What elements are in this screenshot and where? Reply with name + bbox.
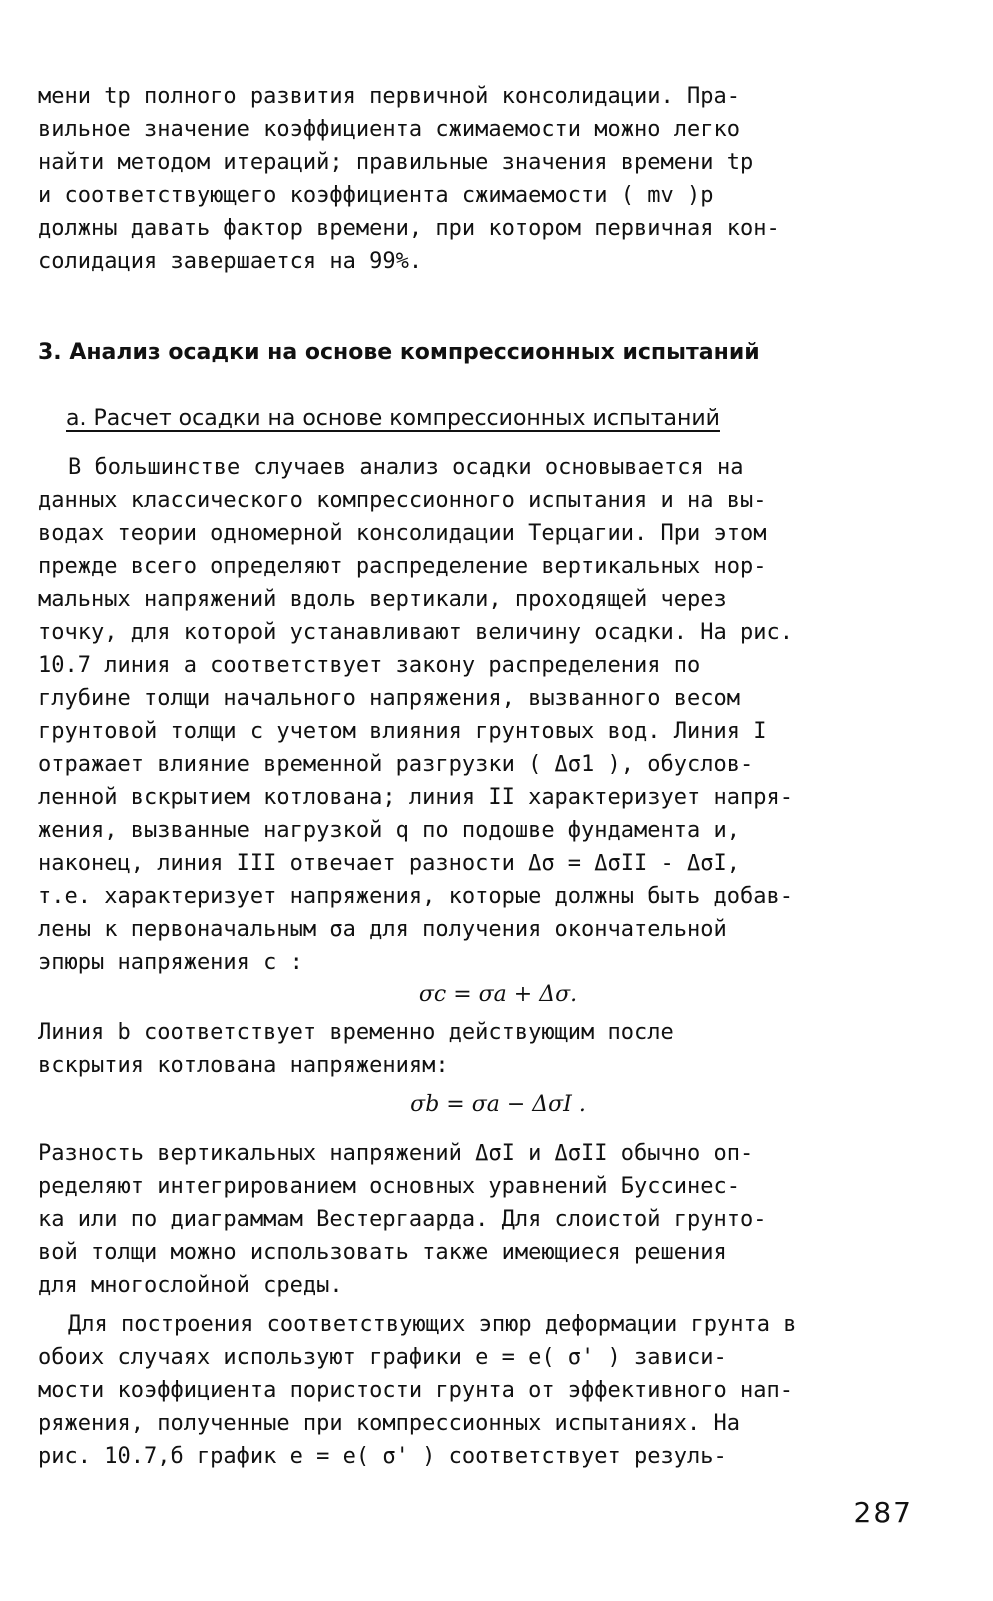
text-line: грунтовой толщи с учетом влияния грунтовых вод. Линия I — [38, 719, 767, 744]
text-line: солидация завершается на 99%. — [38, 249, 423, 274]
text-line: ленной вскрытием котлована; линия II характеризует напря- — [38, 785, 793, 810]
text-line: вскрытия котлована напряжениям: — [38, 1053, 449, 1078]
section-heading: 3. Анализ осадки на основе компрессионных испытаний — [38, 340, 760, 365]
text-line: глубине толщи начального напряжения, вызванного весом — [38, 686, 740, 711]
text-line: Линия b соответствует временно действующим после — [38, 1020, 674, 1045]
text-line: вой толщи можно использовать также имеющиеся решения — [38, 1240, 727, 1265]
text-line: точку, для которой устанавливают величину осадки. На рис. — [38, 620, 793, 645]
text-line: 10.7 линия a соответствует закону распределения по — [38, 653, 701, 678]
page-number: 287 — [853, 1496, 913, 1529]
text-line: ряжения, полученные при компрессионных испытаниях. На — [38, 1411, 740, 1436]
text-line: мальных напряжений вдоль вертикали, проходящей через — [38, 587, 727, 612]
text-line: обоих случаях используют графики e = e( σ' ) зависи- — [38, 1345, 727, 1370]
text-line: рис. 10.7,б график e = e( σ' ) соответствует резуль- — [38, 1444, 727, 1469]
text-line: Разность вертикальных напряжений ΔσI и ΔσII обычно оп- — [38, 1141, 754, 1166]
text-line: ка или по диаграммам Вестергаарда. Для слоистой грунто- — [38, 1207, 767, 1232]
text-line: прежде всего определяют распределение вертикальных нор- — [38, 554, 767, 579]
text-line: водах теории одномерной консолидации Терцагии. При этом — [38, 521, 767, 546]
text-line: найти методом итераций; правильные значения времени tp — [38, 150, 754, 175]
text-line: вильное значение коэффициента сжимаемости можно легко — [38, 117, 740, 142]
text-line: для многослойной среды. — [38, 1273, 343, 1298]
text-line: т.е. характеризует напряжения, которые должны быть добав- — [38, 884, 793, 909]
text-line: должны давать фактор времени, при котором первичная кон- — [38, 216, 780, 241]
text-line: мости коэффициента пористости грунта от эффективного нап- — [38, 1378, 793, 1403]
subsection-heading: а. Расчет осадки на основе компрессионных испытаний — [66, 406, 720, 431]
text-line: эпюры напряжения c : — [38, 950, 303, 975]
text-line: жения, вызванные нагрузкой q по подошве фундамента и, — [38, 818, 740, 843]
text-line: Для построения соответствующих эпюр деформации грунта в — [68, 1312, 797, 1337]
text-line: наконец, линия III отвечает разности Δσ = ΔσII - ΔσI, — [38, 851, 740, 876]
text-line: отражает влияние временной разгрузки ( Δσ1 ), обуслов- — [38, 752, 754, 777]
text-line: лены к первоначальным σa для получения окончательной — [38, 917, 727, 942]
text-line: данных классического компрессионного испытания и на вы- — [38, 488, 767, 513]
formula: σb = σa − ΔσI . — [410, 1092, 586, 1117]
text-line: и соответствующего коэффициента сжимаемости ( mv )p — [38, 183, 714, 208]
text-line: ределяют интегрированием основных уравнений Буссинес- — [38, 1174, 740, 1199]
text-line: В большинстве случаев анализ осадки основывается на — [68, 455, 744, 480]
formula: σc = σa + Δσ. — [418, 982, 578, 1007]
text-line: мени tp полного развития первичной консолидации. Пра- — [38, 84, 740, 109]
